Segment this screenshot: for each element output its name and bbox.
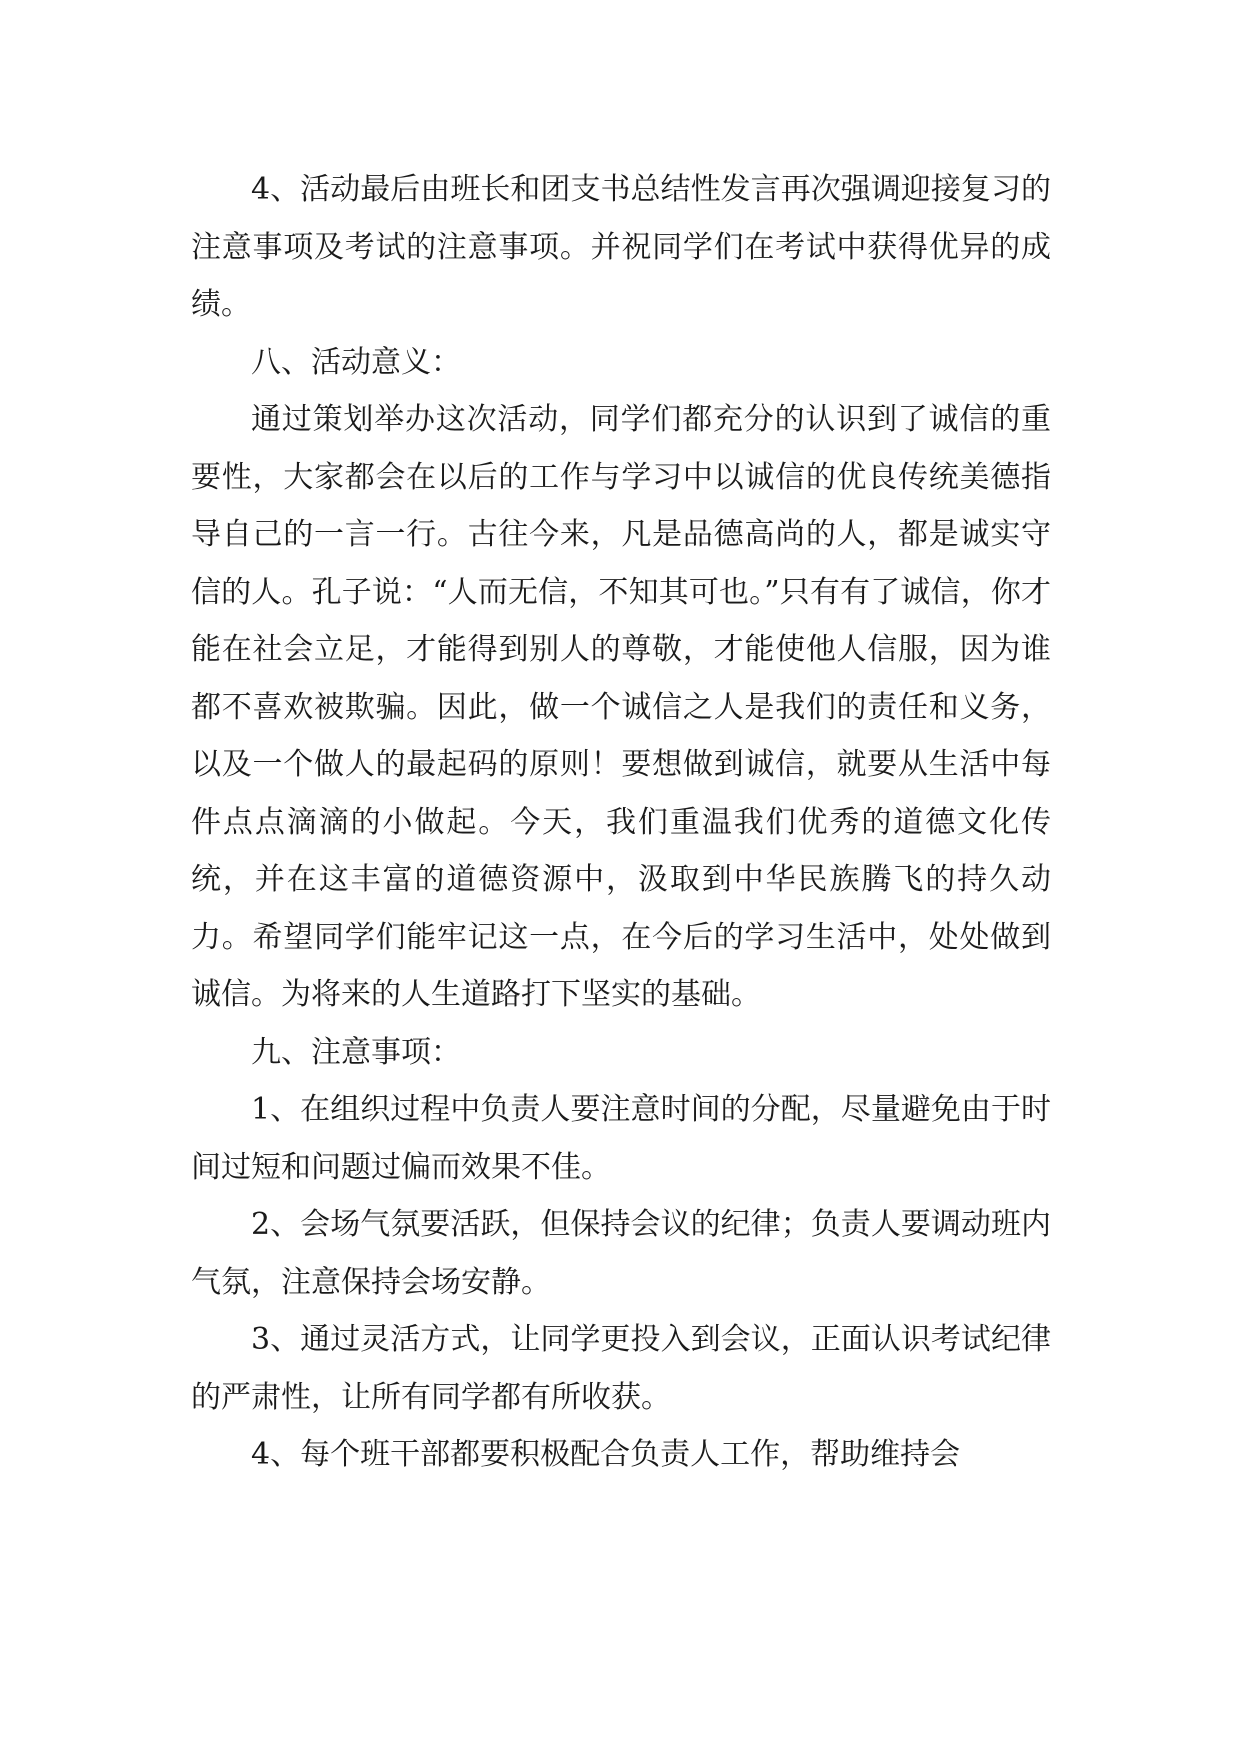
note-item-2: 2、会场气氛要活跃，但保持会议的纪律；负责人要调动班内气氛，注意保持会场安静。 bbox=[191, 1207, 1051, 1300]
section-heading-significance: 八、活动意义： bbox=[251, 344, 461, 380]
note-item-1: 1、在组织过程中负责人要注意时间的分配，尽量避免由于时间过短和问题过偏而效果不佳。 bbox=[191, 1092, 1051, 1185]
section-heading-notes: 九、注意事项： bbox=[251, 1034, 461, 1070]
paragraph-significance: 通过策划举办这次活动，同学们都充分的认识到了诚信的重要性，大家都会在以后的工作与学习中以诚信的优良传统美德指导自己的一言一行。古往今来，凡是品德高尚的人，都是诚实守信的人。孔子说：“人而无信，不知其可也。”只有有了诚信，你才能在社会立足，才能得到别人的尊敬，才能使他人信服，因为谁都不喜欢被欺骗。因此，做一个诚信之人是我们的责任和义务，以及一个做人的最起码的原则！要想做到诚信，就要从生活中每件点点滴滴的小做起。今天，我们重温我们优秀的道德文化传统，并在这丰富的道德资源中，汲取到中华民族腾飞的持久动力。希望同学们能牢记这一点，在今后的学习生活中，处处做到诚信。为将来的人生道路打下坚实的基础。 bbox=[191, 402, 1051, 1012]
note-item-3: 3、通过灵活方式，让同学更投入到会议，正面认识考试纪律的严肃性，让所有同学都有所收获。 bbox=[191, 1322, 1051, 1415]
paragraph-summary-speech: 4、活动最后由班长和团支书总结性发言再次强调迎接复习的注意事项及考试的注意事项。并祝同学们在考试中获得优异的成绩。 bbox=[191, 172, 1051, 322]
document-body bbox=[191, 161, 1051, 1484]
note-item-4: 4、每个班干部都要积极配合负责人工作，帮助维持会 bbox=[251, 1437, 961, 1472]
